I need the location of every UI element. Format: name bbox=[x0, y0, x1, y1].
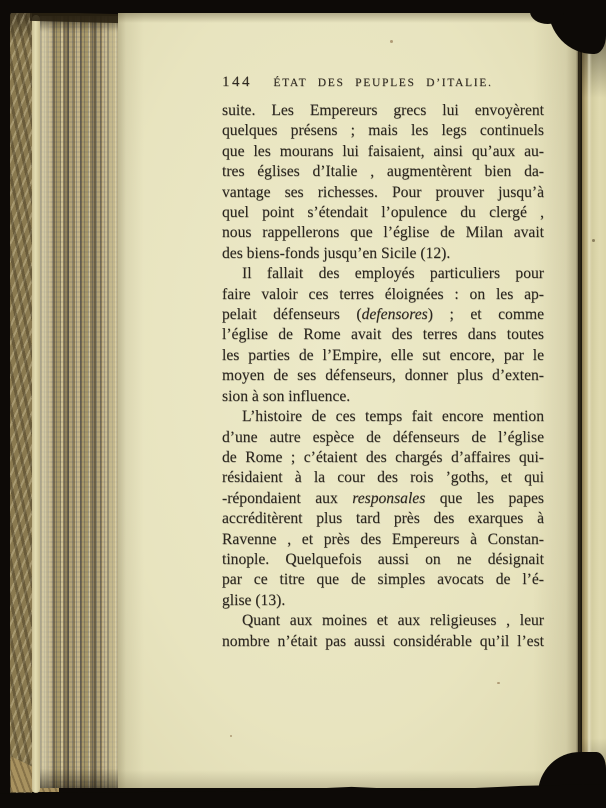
flyleaf-edge bbox=[32, 15, 40, 793]
text-line: les parties de l’Empire, elle sut encore, par le bbox=[222, 346, 544, 364]
text-line: que les mourans lui faisaient, ainsi qu’aux au- bbox=[222, 142, 544, 160]
text-line: faire valoir ces terres éloignées : on les ap- bbox=[222, 285, 544, 303]
text-line: d’une autre espèce de défenseurs de l’église bbox=[222, 428, 544, 446]
text-line: moyen de ses défenseurs, donner plus d’exten- bbox=[222, 367, 544, 385]
scan-frame-left bbox=[0, 0, 10, 808]
text-line: nombre n’était pas aussi considérable qu’il l’est bbox=[222, 632, 544, 650]
book-page bbox=[118, 13, 578, 788]
dust-speck bbox=[390, 40, 393, 43]
text-line: tres églises d’Italie , augmentèrent bien da- bbox=[222, 163, 544, 181]
text-line: pelait défenseurs (defensores) ; et comme bbox=[222, 306, 545, 324]
book-cover-edge bbox=[10, 12, 32, 796]
page-stack-edges bbox=[40, 16, 118, 788]
text-line: suite. Les Empereurs grecs lui envoyèrent bbox=[222, 102, 544, 119]
scan-frame-top bbox=[0, 0, 606, 13]
text-line: Quant aux moines et aux religieuses , leur bbox=[242, 612, 544, 630]
running-title: ÉTAT DES PEUPLES D’ITALIE. bbox=[273, 77, 493, 89]
text-line: vantage ses richesses. Pour prouver jusqu’à bbox=[222, 183, 544, 201]
text-line: résidaient à la cour des rois ’goths, et qui bbox=[222, 469, 544, 487]
dust-speck bbox=[592, 239, 595, 242]
text-line: quel point s’étendait l’opulence du clergé , bbox=[222, 204, 544, 222]
text-line: accréditèrent plus tard près des exarques à bbox=[222, 510, 544, 528]
text-line: nous rappellerons que l’église de Milan avait bbox=[222, 224, 544, 242]
text-line: des biens-fonds jusqu’en Sicile (12). bbox=[222, 244, 451, 262]
text-line: de Rome ; c’étaient des chargés d’affaires qui- bbox=[222, 448, 544, 466]
text-line: tinople. Quelquefois aussi on ne désignait bbox=[222, 550, 544, 568]
running-header bbox=[222, 73, 544, 97]
facing-page-strip bbox=[582, 13, 606, 788]
text-line: Il fallait des employés particuliers pour bbox=[242, 265, 544, 283]
text-line: quelques présens ; mais les legs continuels bbox=[222, 122, 544, 140]
text-line: Ravenne , et près des Empereurs à Constan- bbox=[222, 530, 544, 548]
text-line: glise (13). bbox=[222, 591, 286, 609]
page-number: 144 bbox=[222, 74, 252, 90]
text-line: L’histoire de ces temps fait encore mention bbox=[242, 408, 544, 426]
text-line: -répondaient aux responsales que les papes bbox=[222, 489, 544, 507]
text-line: l’église de Rome avait des terres dans toutes bbox=[222, 326, 544, 344]
text-block-lines bbox=[222, 101, 544, 652]
text-line: par ce titre que de simples avocats de l’é- bbox=[222, 571, 544, 589]
text-line: sion à son influence. bbox=[222, 387, 351, 405]
dust-speck bbox=[230, 735, 232, 737]
dust-speck bbox=[497, 682, 500, 684]
